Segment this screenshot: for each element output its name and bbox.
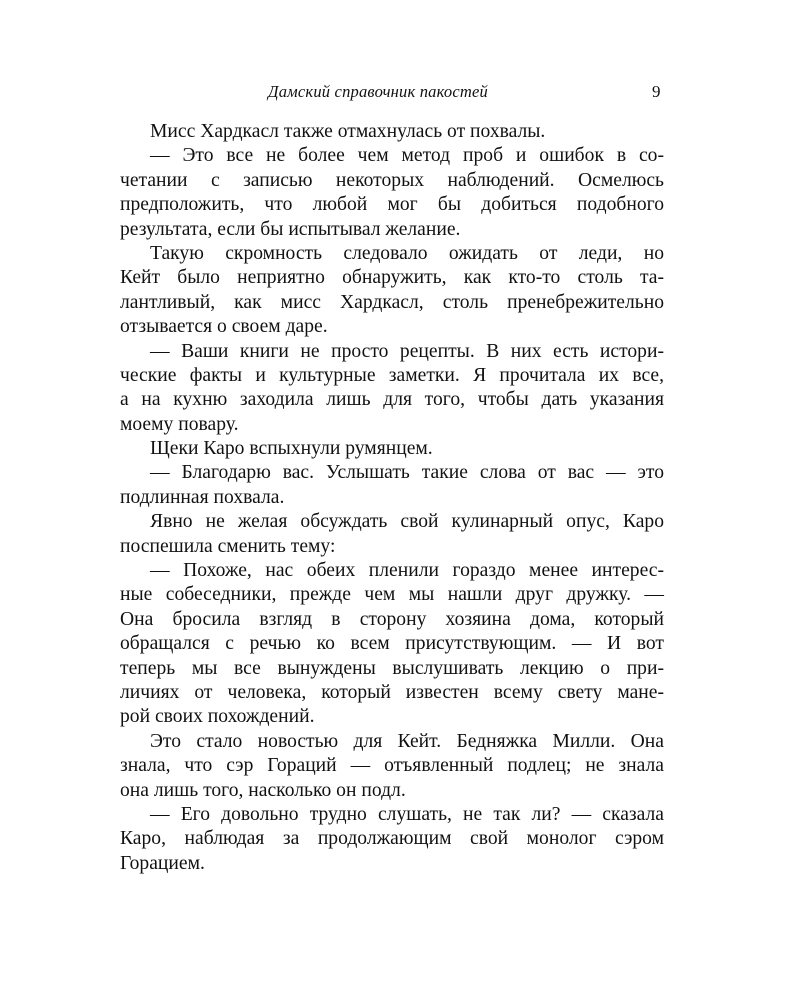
text-line: лантливый, как мисс Хардкасл, столь пренебрежительно	[120, 291, 664, 313]
text-line: — Его довольно трудно слушать, не так ли? — сказала	[150, 803, 664, 825]
text-line: поспешила сменить тему:	[120, 535, 336, 557]
text-line: — Похоже, нас обеих пленили гораздо менее интерес-	[150, 560, 664, 582]
text-line: четании с записью некоторых наблюдений. Осмелюсь	[120, 169, 664, 191]
text-line: Она бросила взгляд в сторону хозяина дома, который	[120, 608, 664, 630]
text-line: предположить, что любой мог бы добиться подобного	[120, 194, 664, 216]
text-line: моему повару.	[120, 413, 239, 435]
text-line: Горацием.	[120, 852, 205, 874]
body-text	[120, 120, 664, 876]
text-line: результата, если бы испытывал желание.	[120, 218, 461, 240]
text-line: Каро, наблюдая за продолжающим свой монолог сэром	[120, 828, 664, 850]
page-number: 9	[652, 82, 661, 101]
text-line: теперь мы все вынуждены выслушивать лекцию о при-	[120, 657, 664, 679]
text-line: подлинная похвала.	[120, 486, 285, 508]
text-line: отзывается о своем даре.	[120, 316, 328, 338]
text-line: а на кухню заходила лишь для того, чтобы дать указания	[120, 389, 664, 411]
text-line: она лишь того, насколько он подл.	[120, 779, 406, 801]
text-line: ческие факты и культурные заметки. Я прочитала их все,	[120, 364, 664, 386]
text-line: Такую скромность следовало ожидать от леди, но	[150, 242, 664, 264]
text-line: знала, что сэр Гораций — отъявленный подлец; не знала	[120, 755, 664, 777]
text-line: Щеки Каро вспыхнули румянцем.	[150, 438, 433, 460]
text-line: Кейт было неприятно обнаружить, как кто-то столь та-	[120, 267, 664, 289]
text-line: рой своих похождений.	[120, 706, 315, 728]
text-line: обращался с речью ко всем присутствующим. — И вот	[120, 633, 664, 655]
running-header	[0, 80, 800, 104]
text-line: — Благодарю вас. Услышать такие слова от вас — это	[150, 462, 664, 484]
text-line: Это стало новостью для Кейт. Бедняжка Милли. Она	[150, 730, 664, 752]
running-title: Дамский справочник пакостей	[268, 82, 488, 101]
text-line: личиях от человека, который известен всему свету мане-	[120, 681, 664, 703]
text-line: Явно не желая обсуждать свой кулинарный опус, Каро	[150, 511, 664, 533]
text-line: ные собеседники, прежде чем мы нашли друг дружку. —	[120, 584, 664, 606]
text-line: Мисс Хардкасл также отмахнулась от похвалы.	[150, 121, 546, 142]
text-line: — Ваши книги не просто рецепты. В них есть истори-	[150, 340, 664, 362]
text-line: — Это все не более чем метод проб и ошибок в со-	[150, 145, 664, 167]
